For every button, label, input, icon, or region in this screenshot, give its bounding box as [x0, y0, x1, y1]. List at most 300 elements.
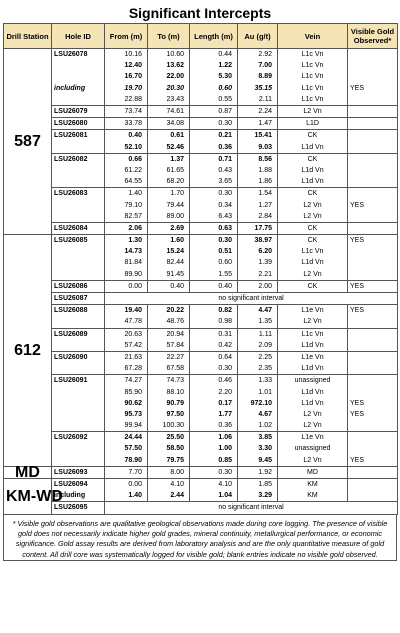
au-cell: 1.54	[238, 188, 278, 200]
au-cell: 1.88	[238, 165, 278, 176]
table-row	[4, 455, 398, 467]
hole-id-cell	[52, 257, 105, 268]
from-cell: 73.74	[105, 105, 148, 117]
visible-gold-cell	[348, 49, 398, 61]
vein-cell: L1c Vn	[278, 71, 348, 82]
vein-cell: CK	[278, 280, 348, 292]
from-cell: 1.30	[105, 235, 148, 247]
vein-cell: L1c Vn	[278, 328, 348, 340]
table-row	[4, 153, 398, 165]
drill-station-cell: MD	[4, 466, 52, 478]
table-row	[4, 130, 398, 142]
from-cell: 89.90	[105, 269, 148, 281]
table-row	[4, 199, 398, 210]
header-visible-gold-line1: Visible Gold	[350, 27, 395, 36]
length-cell: 0.60	[190, 83, 238, 94]
header-hole-id: Hole ID	[52, 24, 105, 49]
au-cell: 3.85	[238, 432, 278, 444]
vein-cell: L1e Vn	[278, 351, 348, 363]
vein-cell: L1c Vn	[278, 246, 348, 257]
header-to: To (m)	[148, 24, 190, 49]
visible-gold-cell	[348, 490, 398, 502]
hole-id-cell	[52, 60, 105, 71]
table-row	[4, 502, 398, 514]
from-cell: 0.00	[105, 478, 148, 490]
to-cell: 74.61	[148, 105, 190, 117]
from-cell: 22.88	[105, 94, 148, 106]
au-cell: 1.33	[238, 375, 278, 387]
au-cell: 972.10	[238, 398, 278, 409]
table-row	[4, 235, 398, 247]
table-row	[4, 375, 398, 387]
table-row	[4, 118, 398, 130]
length-cell: 0.71	[190, 153, 238, 165]
length-cell: 1.55	[190, 269, 238, 281]
au-cell: 1.01	[238, 386, 278, 397]
length-cell: 0.43	[190, 165, 238, 176]
au-cell: 15.41	[238, 130, 278, 142]
hole-id-cell: LSU26086	[52, 280, 105, 292]
length-cell: 0.82	[190, 305, 238, 317]
from-cell: 47.78	[105, 316, 148, 328]
to-cell: 22.00	[148, 71, 190, 82]
to-cell: 20.22	[148, 305, 190, 317]
to-cell: 90.79	[148, 398, 190, 409]
from-cell: 82.57	[105, 211, 148, 223]
visible-gold-cell	[348, 222, 398, 234]
vein-cell: L1d Vn	[278, 363, 348, 375]
visible-gold-cell: YES	[348, 455, 398, 467]
to-cell: 34.08	[148, 118, 190, 130]
length-cell: 0.98	[190, 316, 238, 328]
table-row	[4, 292, 398, 304]
hole-id-cell	[52, 398, 105, 409]
from-cell: 0.40	[105, 130, 148, 142]
to-cell: 68.20	[148, 176, 190, 188]
vein-cell: L1d Vn	[278, 165, 348, 176]
visible-gold-cell: YES	[348, 199, 398, 210]
header-length: Length (m)	[190, 24, 238, 49]
length-cell: 5.30	[190, 71, 238, 82]
vein-cell: L1d Vn	[278, 340, 348, 352]
visible-gold-cell	[348, 105, 398, 117]
visible-gold-cell	[348, 153, 398, 165]
table-row	[4, 257, 398, 268]
table-row	[4, 105, 398, 117]
length-cell: 0.64	[190, 351, 238, 363]
to-cell: 1.60	[148, 235, 190, 247]
au-cell: 17.75	[238, 222, 278, 234]
hole-id-cell	[52, 340, 105, 352]
header-row	[4, 24, 398, 49]
length-cell: 0.30	[190, 235, 238, 247]
au-cell: 2.35	[238, 363, 278, 375]
to-cell: 22.27	[148, 351, 190, 363]
au-cell: 1.86	[238, 176, 278, 188]
vein-cell: L1d Vn	[278, 386, 348, 397]
footnote: * Visible gold observations are qualitative geological observations made during core logging. The presence of visible gold does not necessarily indicate higher gold grades, mineral continuity, metallurgical performance, or economic significance. Gold assay results are derived from laboratory analysis and are the only quantitative measure of gold content. All drill core was systematically logged for visible gold; blank entries indicate no visible gold observed.	[3, 515, 397, 561]
hole-id-cell: LSU26080	[52, 118, 105, 130]
length-cell: 0.87	[190, 105, 238, 117]
table-row	[4, 83, 398, 94]
to-cell: 10.60	[148, 49, 190, 61]
from-cell: 81.84	[105, 257, 148, 268]
hole-id-cell	[52, 409, 105, 420]
au-cell: 1.47	[238, 118, 278, 130]
table-row	[4, 386, 398, 397]
au-cell: 9.45	[238, 455, 278, 467]
visible-gold-cell	[348, 94, 398, 106]
visible-gold-cell	[348, 246, 398, 257]
vein-cell: L1c Vn	[278, 83, 348, 94]
hole-id-cell	[52, 386, 105, 397]
length-cell: 0.42	[190, 340, 238, 352]
to-cell: 2.44	[148, 490, 190, 502]
hole-id-cell: LSU26079	[52, 105, 105, 117]
to-cell: 74.73	[148, 375, 190, 387]
hole-id-cell: LSU26093	[52, 466, 105, 478]
from-cell: 0.00	[105, 280, 148, 292]
to-cell: 48.76	[148, 316, 190, 328]
au-cell: 2.09	[238, 340, 278, 352]
au-cell: 1.92	[238, 466, 278, 478]
hole-id-cell: LSU26084	[52, 222, 105, 234]
from-cell: 10.16	[105, 49, 148, 61]
to-cell: 13.62	[148, 60, 190, 71]
hole-id-cell: LSU26092	[52, 432, 105, 444]
to-cell: 100.30	[148, 420, 190, 432]
from-cell: 19.70	[105, 83, 148, 94]
au-cell: 3.30	[238, 443, 278, 454]
from-cell: 24.44	[105, 432, 148, 444]
hole-id-cell: LSU26081	[52, 130, 105, 142]
visible-gold-cell	[348, 363, 398, 375]
table-row	[4, 340, 398, 352]
au-cell: 1.39	[238, 257, 278, 268]
visible-gold-cell: YES	[348, 280, 398, 292]
au-cell: 1.11	[238, 328, 278, 340]
vein-cell: L2 Vn	[278, 105, 348, 117]
length-cell: 0.44	[190, 49, 238, 61]
length-cell: 2.20	[190, 386, 238, 397]
vein-cell: L1d Vn	[278, 176, 348, 188]
table-row	[4, 176, 398, 188]
au-cell: 2.11	[238, 94, 278, 106]
visible-gold-cell	[348, 340, 398, 352]
to-cell: 0.61	[148, 130, 190, 142]
length-cell: 0.30	[190, 363, 238, 375]
length-cell: 0.36	[190, 420, 238, 432]
length-cell: 1.77	[190, 409, 238, 420]
hole-id-cell: LSU26088	[52, 305, 105, 317]
hole-id-cell	[52, 176, 105, 188]
au-cell: 1.27	[238, 199, 278, 210]
au-cell: 2.24	[238, 105, 278, 117]
vein-cell: L1c Vn	[278, 49, 348, 61]
vein-cell: L1d Vn	[278, 257, 348, 268]
hole-id-cell	[52, 420, 105, 432]
visible-gold-cell	[348, 257, 398, 268]
length-cell: 0.31	[190, 328, 238, 340]
drill-station-cell: 612	[4, 235, 52, 467]
vein-cell: L2 Vn	[278, 409, 348, 420]
to-cell: 97.50	[148, 409, 190, 420]
drill-station-cell: KM-WD	[4, 478, 52, 514]
visible-gold-cell	[348, 118, 398, 130]
visible-gold-cell: YES	[348, 398, 398, 409]
visible-gold-cell	[348, 130, 398, 142]
header-drill-station: Drill Station	[4, 24, 52, 49]
hole-id-cell: LSU26082	[52, 153, 105, 165]
visible-gold-cell	[348, 432, 398, 444]
hole-id-cell: LSU26090	[52, 351, 105, 363]
to-cell: 15.24	[148, 246, 190, 257]
length-cell: 1.00	[190, 443, 238, 454]
hole-id-cell: LSU26078	[52, 49, 105, 61]
table-row	[4, 398, 398, 409]
vein-cell: L2 Vn	[278, 316, 348, 328]
hole-id-cell: LSU26095	[52, 502, 105, 514]
no-significant-interval-cell: no significant interval	[105, 502, 398, 514]
vein-cell: CK	[278, 235, 348, 247]
table-row	[4, 94, 398, 106]
to-cell: 20.94	[148, 328, 190, 340]
hole-id-cell: LSU26085	[52, 235, 105, 247]
vein-cell: L1D	[278, 118, 348, 130]
vein-cell: L2 Vn	[278, 455, 348, 467]
hole-id-cell	[52, 94, 105, 106]
length-cell: 0.36	[190, 142, 238, 154]
from-cell: 14.73	[105, 246, 148, 257]
to-cell: 52.46	[148, 142, 190, 154]
length-cell: 4.10	[190, 478, 238, 490]
vein-cell: KM	[278, 478, 348, 490]
visible-gold-cell: YES	[348, 83, 398, 94]
au-cell: 2.84	[238, 211, 278, 223]
header-from: From (m)	[105, 24, 148, 49]
from-cell: 21.63	[105, 351, 148, 363]
table-row	[4, 222, 398, 234]
length-cell: 0.51	[190, 246, 238, 257]
visible-gold-cell	[348, 466, 398, 478]
hole-id-cell: LSU26089	[52, 328, 105, 340]
visible-gold-cell	[348, 188, 398, 200]
from-cell: 95.73	[105, 409, 148, 420]
length-cell: 6.43	[190, 211, 238, 223]
vein-cell: L1d Vn	[278, 398, 348, 409]
length-cell: 0.17	[190, 398, 238, 409]
from-cell: 67.28	[105, 363, 148, 375]
vein-cell: CK	[278, 130, 348, 142]
visible-gold-cell: YES	[348, 409, 398, 420]
hole-id-cell	[52, 455, 105, 467]
table-row	[4, 443, 398, 454]
hole-id-cell	[52, 165, 105, 176]
visible-gold-cell	[348, 176, 398, 188]
to-cell: 2.69	[148, 222, 190, 234]
to-cell: 67.58	[148, 363, 190, 375]
table-row	[4, 188, 398, 200]
visible-gold-cell	[348, 420, 398, 432]
from-cell: 2.06	[105, 222, 148, 234]
hole-id-cell	[52, 142, 105, 154]
length-cell: 1.04	[190, 490, 238, 502]
to-cell: 1.37	[148, 153, 190, 165]
header-vein: Vein	[278, 24, 348, 49]
table-row	[4, 478, 398, 490]
au-cell: 2.21	[238, 269, 278, 281]
table-row	[4, 432, 398, 444]
from-cell: 61.22	[105, 165, 148, 176]
length-cell: 0.30	[190, 118, 238, 130]
from-cell: 1.40	[105, 188, 148, 200]
visible-gold-cell	[348, 165, 398, 176]
vein-cell: L2 Vn	[278, 269, 348, 281]
length-cell: 1.06	[190, 432, 238, 444]
hole-id-cell	[52, 269, 105, 281]
visible-gold-cell	[348, 211, 398, 223]
hole-id-cell	[52, 199, 105, 210]
vein-cell: L1c Vn	[278, 94, 348, 106]
length-cell: 0.34	[190, 199, 238, 210]
table-row	[4, 211, 398, 223]
hole-id-cell	[52, 71, 105, 82]
to-cell: 82.44	[148, 257, 190, 268]
au-cell: 1.02	[238, 420, 278, 432]
from-cell: 7.70	[105, 466, 148, 478]
length-cell: 0.40	[190, 280, 238, 292]
table-row	[4, 490, 398, 502]
au-cell: 6.20	[238, 246, 278, 257]
from-cell: 52.10	[105, 142, 148, 154]
table-row	[4, 305, 398, 317]
table-row	[4, 49, 398, 61]
au-cell: 3.29	[238, 490, 278, 502]
visible-gold-cell	[348, 60, 398, 71]
length-cell: 0.30	[190, 188, 238, 200]
from-cell: 85.90	[105, 386, 148, 397]
table-row	[4, 409, 398, 420]
from-cell: 78.90	[105, 455, 148, 467]
au-cell: 4.47	[238, 305, 278, 317]
au-cell: 2.25	[238, 351, 278, 363]
hole-id-cell: LSU26087	[52, 292, 105, 304]
to-cell: 89.00	[148, 211, 190, 223]
intercepts-table	[3, 23, 398, 515]
table-row	[4, 280, 398, 292]
visible-gold-cell	[348, 386, 398, 397]
vein-cell: unassigned	[278, 443, 348, 454]
visible-gold-cell	[348, 71, 398, 82]
table-row	[4, 60, 398, 71]
table-row	[4, 316, 398, 328]
vein-cell: unassigned	[278, 375, 348, 387]
au-cell: 35.15	[238, 83, 278, 94]
au-cell: 2.92	[238, 49, 278, 61]
hole-id-cell	[52, 211, 105, 223]
header-au: Au (g/t)	[238, 24, 278, 49]
visible-gold-cell	[348, 142, 398, 154]
intercepts-table-panel	[3, 3, 397, 561]
vein-cell: KM	[278, 490, 348, 502]
length-cell: 0.63	[190, 222, 238, 234]
table-row	[4, 351, 398, 363]
header-visible-gold	[348, 24, 398, 49]
table-row	[4, 71, 398, 82]
table-row	[4, 269, 398, 281]
au-cell: 4.67	[238, 409, 278, 420]
hole-label-cell: including	[52, 490, 105, 502]
length-cell: 0.46	[190, 375, 238, 387]
table-body	[4, 49, 398, 515]
from-cell: 1.40	[105, 490, 148, 502]
table-row	[4, 363, 398, 375]
to-cell: 61.65	[148, 165, 190, 176]
hole-id-cell: LSU26091	[52, 375, 105, 387]
hole-id-cell	[52, 363, 105, 375]
table-row	[4, 466, 398, 478]
to-cell: 25.50	[148, 432, 190, 444]
from-cell: 64.55	[105, 176, 148, 188]
vein-cell: L2 Vn	[278, 420, 348, 432]
au-cell: 8.89	[238, 71, 278, 82]
hole-id-cell: LSU26083	[52, 188, 105, 200]
to-cell: 57.84	[148, 340, 190, 352]
visible-gold-cell: YES	[348, 235, 398, 247]
from-cell: 99.94	[105, 420, 148, 432]
from-cell: 20.63	[105, 328, 148, 340]
from-cell: 57.42	[105, 340, 148, 352]
to-cell: 1.70	[148, 188, 190, 200]
to-cell: 58.50	[148, 443, 190, 454]
visible-gold-cell	[348, 328, 398, 340]
visible-gold-cell	[348, 316, 398, 328]
vein-cell: L2 Vn	[278, 199, 348, 210]
length-cell: 0.21	[190, 130, 238, 142]
vein-cell: CK	[278, 153, 348, 165]
from-cell: 57.50	[105, 443, 148, 454]
to-cell: 4.10	[148, 478, 190, 490]
au-cell: 1.35	[238, 316, 278, 328]
no-significant-interval-cell: no significant interval	[105, 292, 398, 304]
table-row	[4, 328, 398, 340]
hole-label-cell: including	[52, 83, 105, 94]
from-cell: 0.66	[105, 153, 148, 165]
vein-cell: L1d Vn	[278, 142, 348, 154]
to-cell: 79.75	[148, 455, 190, 467]
length-cell: 0.85	[190, 455, 238, 467]
au-cell: 38.97	[238, 235, 278, 247]
to-cell: 20.30	[148, 83, 190, 94]
vein-cell: L1c Vn	[278, 60, 348, 71]
hole-id-cell	[52, 316, 105, 328]
table-row	[4, 142, 398, 154]
vein-cell: L2 Vn	[278, 211, 348, 223]
table-row	[4, 165, 398, 176]
visible-gold-cell	[348, 269, 398, 281]
drill-station-cell: 587	[4, 49, 52, 235]
header-visible-gold-line2: Observed*	[353, 36, 392, 45]
vein-cell: MD	[278, 466, 348, 478]
vein-cell: L1e Vn	[278, 432, 348, 444]
to-cell: 79.44	[148, 199, 190, 210]
visible-gold-cell	[348, 478, 398, 490]
visible-gold-cell	[348, 375, 398, 387]
visible-gold-cell	[348, 443, 398, 454]
table-row	[4, 420, 398, 432]
vein-cell: CK	[278, 188, 348, 200]
from-cell: 16.70	[105, 71, 148, 82]
